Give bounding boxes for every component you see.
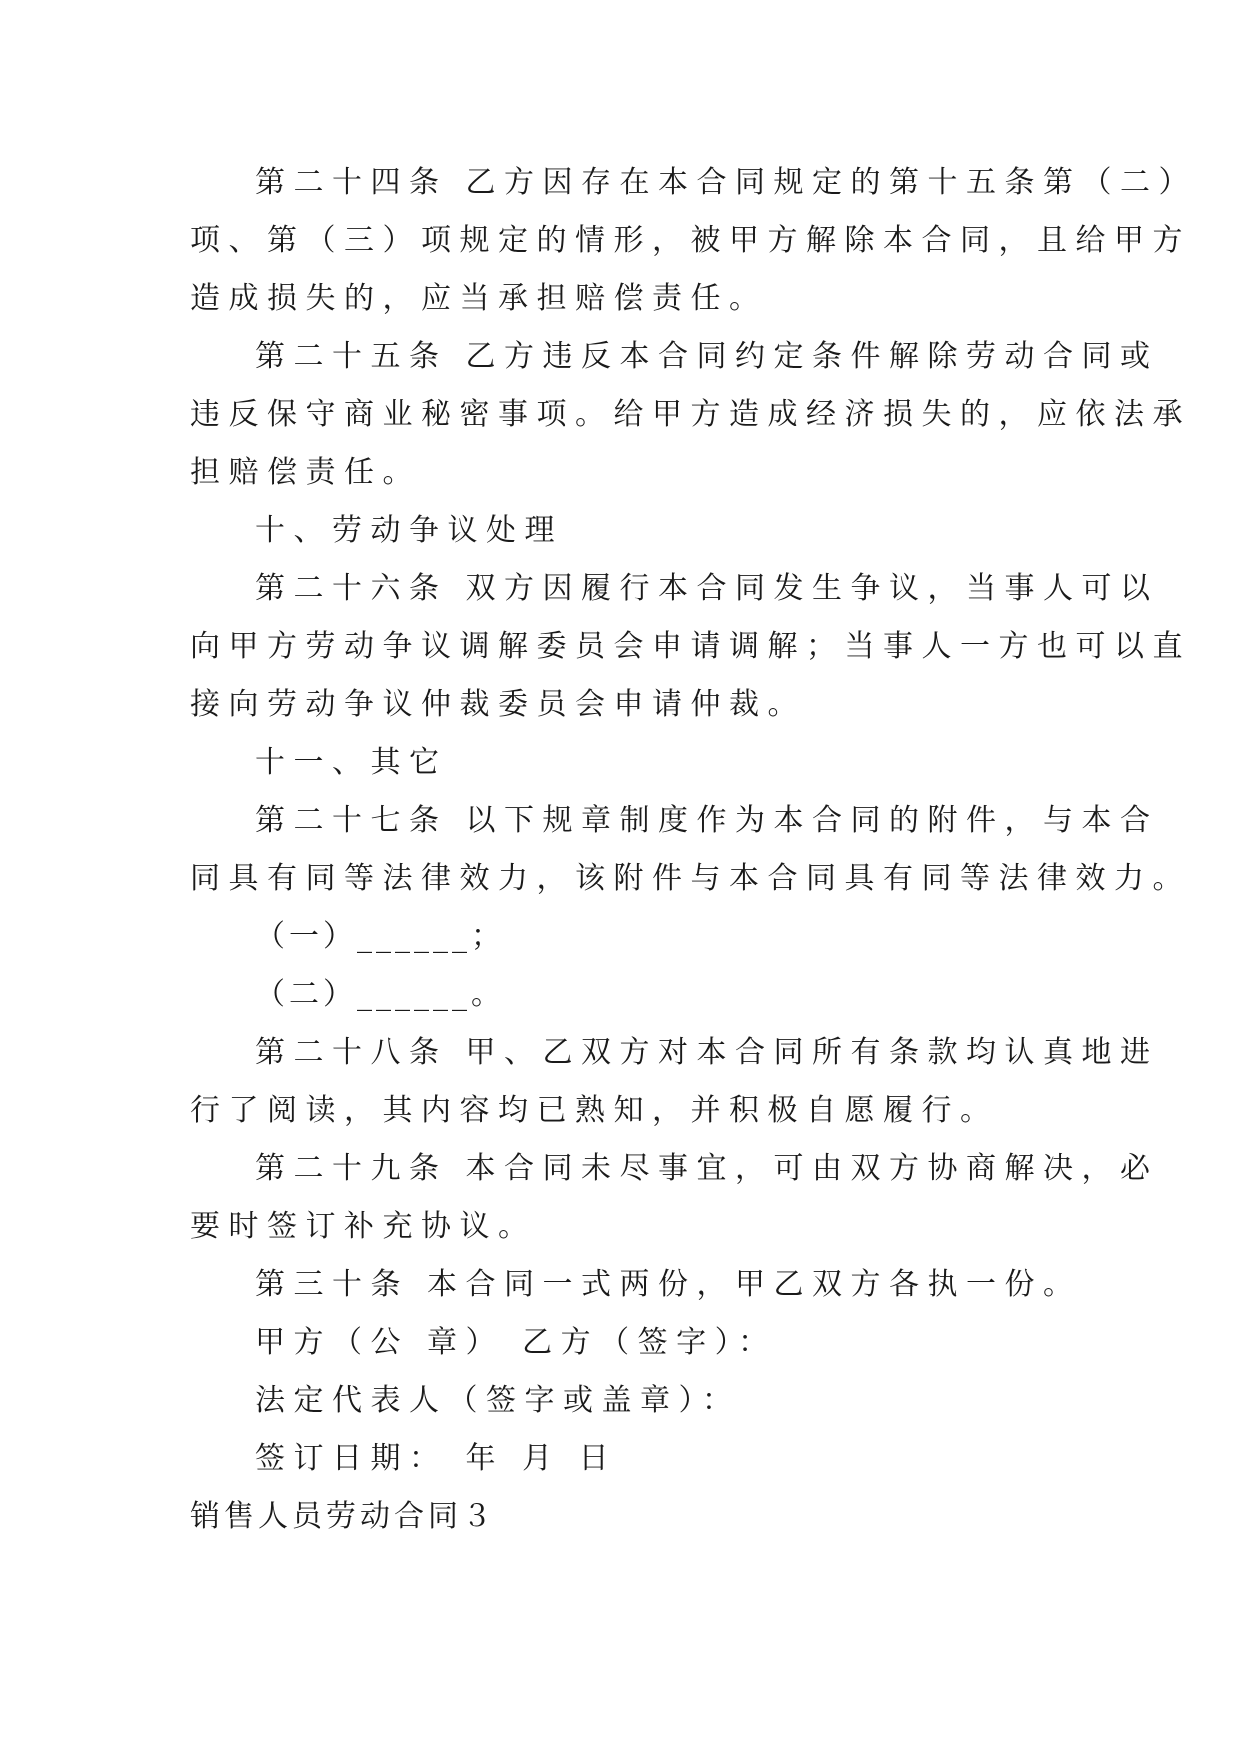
article-24-line-2: 项、第（三）项规定的情形，被甲方解除本合同，且给甲方 bbox=[190, 223, 1191, 258]
article-29-line-2: 要时签订补充协议。 bbox=[190, 1209, 537, 1244]
article-25-line-2: 违反保守商业秘密事项。给甲方造成经济损失的，应依法承 bbox=[190, 397, 1191, 432]
article-30-line: 第三十条 本合同一式两份，甲乙双方各执一份。 bbox=[255, 1267, 1082, 1302]
article-27-line-2: 同具有同等法律效力，该附件与本合同具有同等法律效力。 bbox=[190, 861, 1191, 896]
article-27-line-1: 第二十七条 以下规章制度作为本合同的附件，与本合 bbox=[255, 803, 1159, 838]
signature-legal-rep: 法定代表人（签字或盖章）： bbox=[255, 1383, 741, 1418]
attachment-item-2: （二）______。 bbox=[255, 977, 505, 1012]
article-26-line-1: 第二十六条 双方因履行本合同发生争议，当事人可以 bbox=[255, 571, 1159, 606]
section-heading-dispute: 十、劳动争议处理 bbox=[255, 513, 563, 548]
article-25-line-3: 担赔偿责任。 bbox=[190, 455, 421, 490]
article-29-line-1: 第二十九条 本合同未尽事宜，可由双方协商解决，必 bbox=[255, 1151, 1159, 1186]
signature-parties: 甲方（公 章） 乙方（签字）： bbox=[255, 1325, 777, 1360]
article-25-line-1: 第二十五条 乙方违反本合同约定条件解除劳动合同或 bbox=[255, 339, 1159, 374]
next-document-title: 销售人员劳动合同３ bbox=[190, 1499, 496, 1534]
article-24-line-1: 第二十四条 乙方因存在本合同规定的第十五条第（二） bbox=[255, 165, 1198, 200]
article-24-line-3: 造成损失的，应当承担赔偿责任。 bbox=[190, 281, 768, 316]
article-28-line-2: 行了阅读，其内容均已熟知，并积极自愿履行。 bbox=[190, 1093, 999, 1128]
article-28-line-1: 第二十八条 甲、乙双方对本合同所有条款均认真地进 bbox=[255, 1035, 1159, 1070]
article-26-line-2: 向甲方劳动争议调解委员会申请调解；当事人一方也可以直 bbox=[190, 629, 1191, 664]
signature-date: 签订日期： 年 月 日 bbox=[255, 1441, 618, 1476]
section-heading-other: 十一、其它 bbox=[255, 745, 448, 780]
article-26-line-3: 接向劳动争议仲裁委员会申请仲裁。 bbox=[190, 687, 806, 722]
attachment-item-1: （一）______； bbox=[255, 919, 505, 954]
